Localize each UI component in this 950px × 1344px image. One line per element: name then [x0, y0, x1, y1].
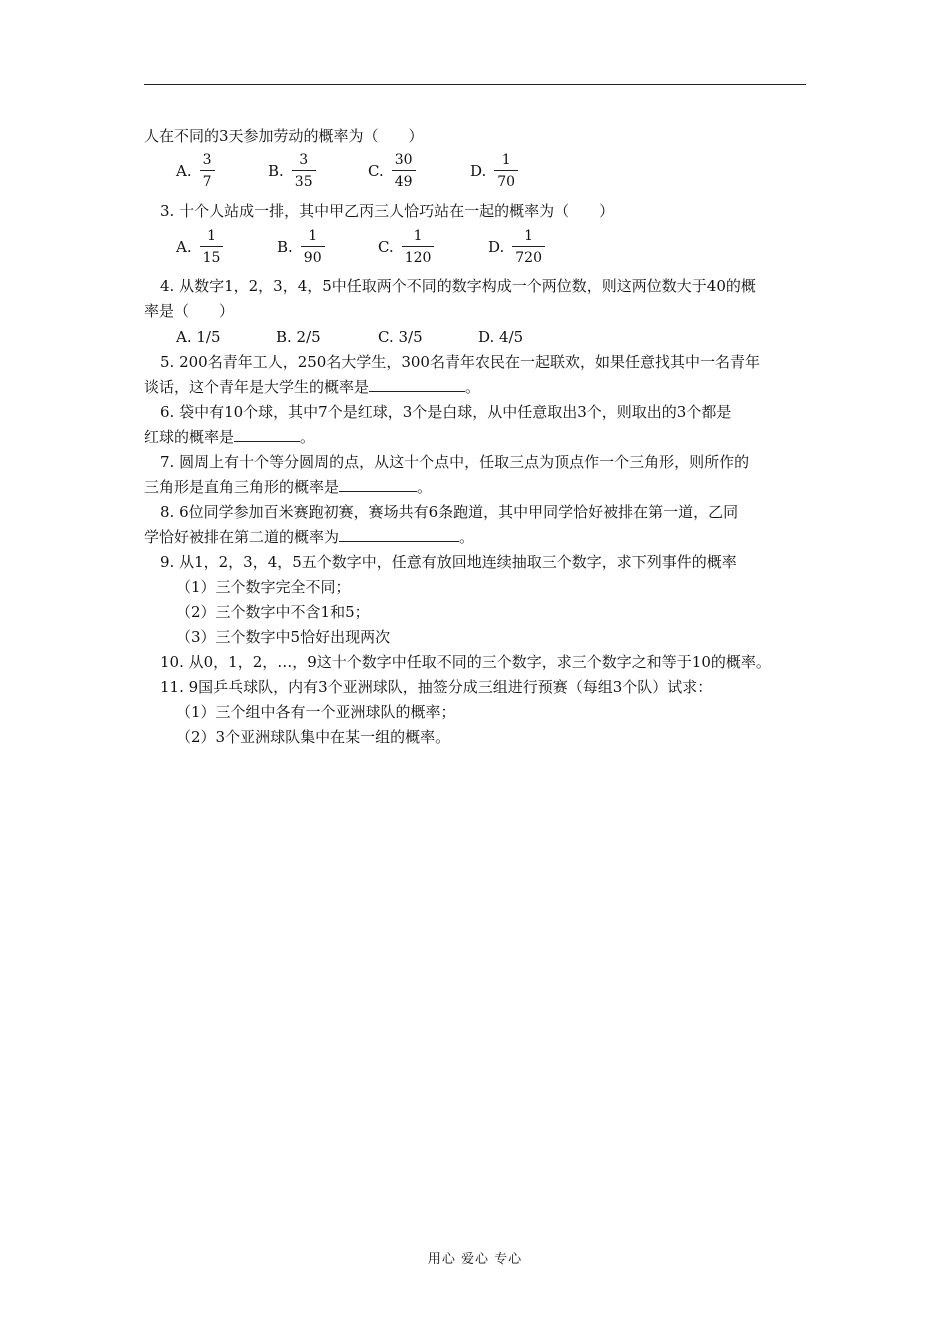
numerator: 3 — [299, 152, 309, 168]
q5-line1: 5. 200名青年工人，250名大学生，300名青年农民在一起联欢，如果任意找其中一名青年 — [160, 353, 760, 371]
q3-text: 3. 十个人站成一排，其中甲乙丙三人恰巧站在一起的概率为（ ） — [160, 202, 615, 220]
page-footer: 用心 爱心 专心 — [427, 1252, 523, 1267]
option-letter: D. — [470, 162, 487, 180]
fraction — [494, 152, 518, 190]
q7-line2 — [144, 477, 432, 497]
fraction — [392, 152, 416, 190]
q2-option-b — [268, 152, 316, 190]
denominator: 7 — [200, 170, 215, 190]
q4-option-d: D. 4/5 — [478, 328, 524, 346]
q5-prompt: 谈话，这个青年是大学生的概率是 — [144, 378, 370, 396]
q8-prompt: 学恰好被排在第二道的概率为 — [144, 528, 340, 546]
denominator: 120 — [402, 246, 435, 266]
q11-text: 11. 9国乒乓球队，内有3个亚洲球队，抽签分成三组进行预赛（每组3个队）试求： — [160, 678, 713, 696]
numerator: 1 — [501, 152, 511, 168]
header-rule — [144, 84, 806, 85]
q2-option-a — [176, 152, 215, 190]
fraction — [301, 228, 325, 266]
option-letter: B. — [277, 238, 293, 256]
q10-text: 10. 从0，1，2，…，9这十个数字中任取不同的三个数字，求三个数字之和等于10的概率。 — [160, 653, 771, 671]
fraction — [200, 228, 224, 266]
q9-text: 9. 从1，2，3，4，5五个数字中，任意有放回地连续抽取三个数字，求下列事件的概率 — [160, 553, 737, 571]
option-letter: B. — [268, 162, 284, 180]
q5-line2 — [144, 377, 480, 397]
q6-line1: 6. 袋中有10个球，其中7个是红球，3个是白球，从中任意取出3个，则取出的3个都是 — [160, 403, 732, 421]
answer-blank — [369, 377, 465, 392]
answer-blank — [339, 477, 417, 492]
q8-end: 。 — [459, 528, 475, 546]
option-letter: A. — [176, 162, 192, 180]
option-letter: C. — [368, 162, 384, 180]
fraction — [402, 228, 435, 266]
denominator: 70 — [494, 170, 518, 190]
q8-line2 — [144, 527, 474, 547]
q6-line2 — [144, 427, 315, 447]
q4-option-c: C. 3/5 — [378, 328, 423, 346]
numerator: 30 — [394, 152, 413, 168]
denominator: 15 — [200, 246, 224, 266]
q4-line1: 4. 从数字1，2，3，4，5中任取两个不同的数字构成一个两位数，则这两位数大于40的概 — [160, 277, 756, 295]
numerator: 3 — [202, 152, 212, 168]
fraction — [200, 152, 215, 190]
q7-end: 。 — [417, 478, 433, 496]
option-letter: A. — [176, 238, 192, 256]
q11-sub1: （1）三个组中各有一个亚洲球队的概率； — [176, 703, 456, 721]
q2-option-d — [470, 152, 518, 190]
q8-line1: 8. 6位同学参加百米赛跑初赛，赛场共有6条跑道，其中甲同学恰好被排在第一道，乙同 — [160, 503, 739, 521]
q4-line2: 率是（ ） — [144, 302, 235, 320]
answer-blank — [339, 527, 459, 542]
q5-end: 。 — [465, 378, 481, 396]
q3-option-a — [176, 228, 223, 266]
numerator: 1 — [207, 228, 216, 244]
answer-blank — [234, 427, 300, 442]
q9-sub1: （1）三个数字完全不同； — [176, 578, 351, 596]
option-letter: C. — [378, 238, 394, 256]
fraction — [512, 228, 545, 266]
numerator: 1 — [308, 228, 318, 244]
q6-prompt: 红球的概率是 — [144, 428, 235, 446]
q2-option-c — [368, 152, 416, 190]
denominator: 90 — [301, 246, 325, 266]
q3-option-c — [378, 228, 434, 266]
denominator: 720 — [512, 246, 545, 266]
q4-option-b: B. 2/5 — [276, 328, 321, 346]
numerator: 1 — [524, 228, 534, 244]
numerator: 1 — [413, 228, 423, 244]
q2-tail: 人在不同的3天参加劳动的概率为（ ） — [144, 127, 424, 145]
fraction — [292, 152, 316, 190]
q7-prompt: 三角形是直角三角形的概率是 — [144, 478, 340, 496]
q7-line1: 7. 圆周上有十个等分圆周的点，从这十个点中，任取三点为顶点作一个三角形，则所作的 — [160, 453, 750, 471]
q3-option-b — [277, 228, 325, 266]
q9-sub3: （3）三个数字中5恰好出现两次 — [176, 628, 391, 646]
denominator: 49 — [392, 170, 416, 190]
q6-end: 。 — [300, 428, 316, 446]
option-letter: D. — [488, 238, 505, 256]
q11-sub2: （2）3个亚洲球队集中在某一组的概率。 — [176, 728, 451, 746]
denominator: 35 — [292, 170, 316, 190]
q9-sub2: （2）三个数字中不含1和5； — [176, 603, 370, 621]
q4-option-a: A. 1/5 — [176, 328, 221, 346]
q3-option-d — [488, 228, 545, 266]
